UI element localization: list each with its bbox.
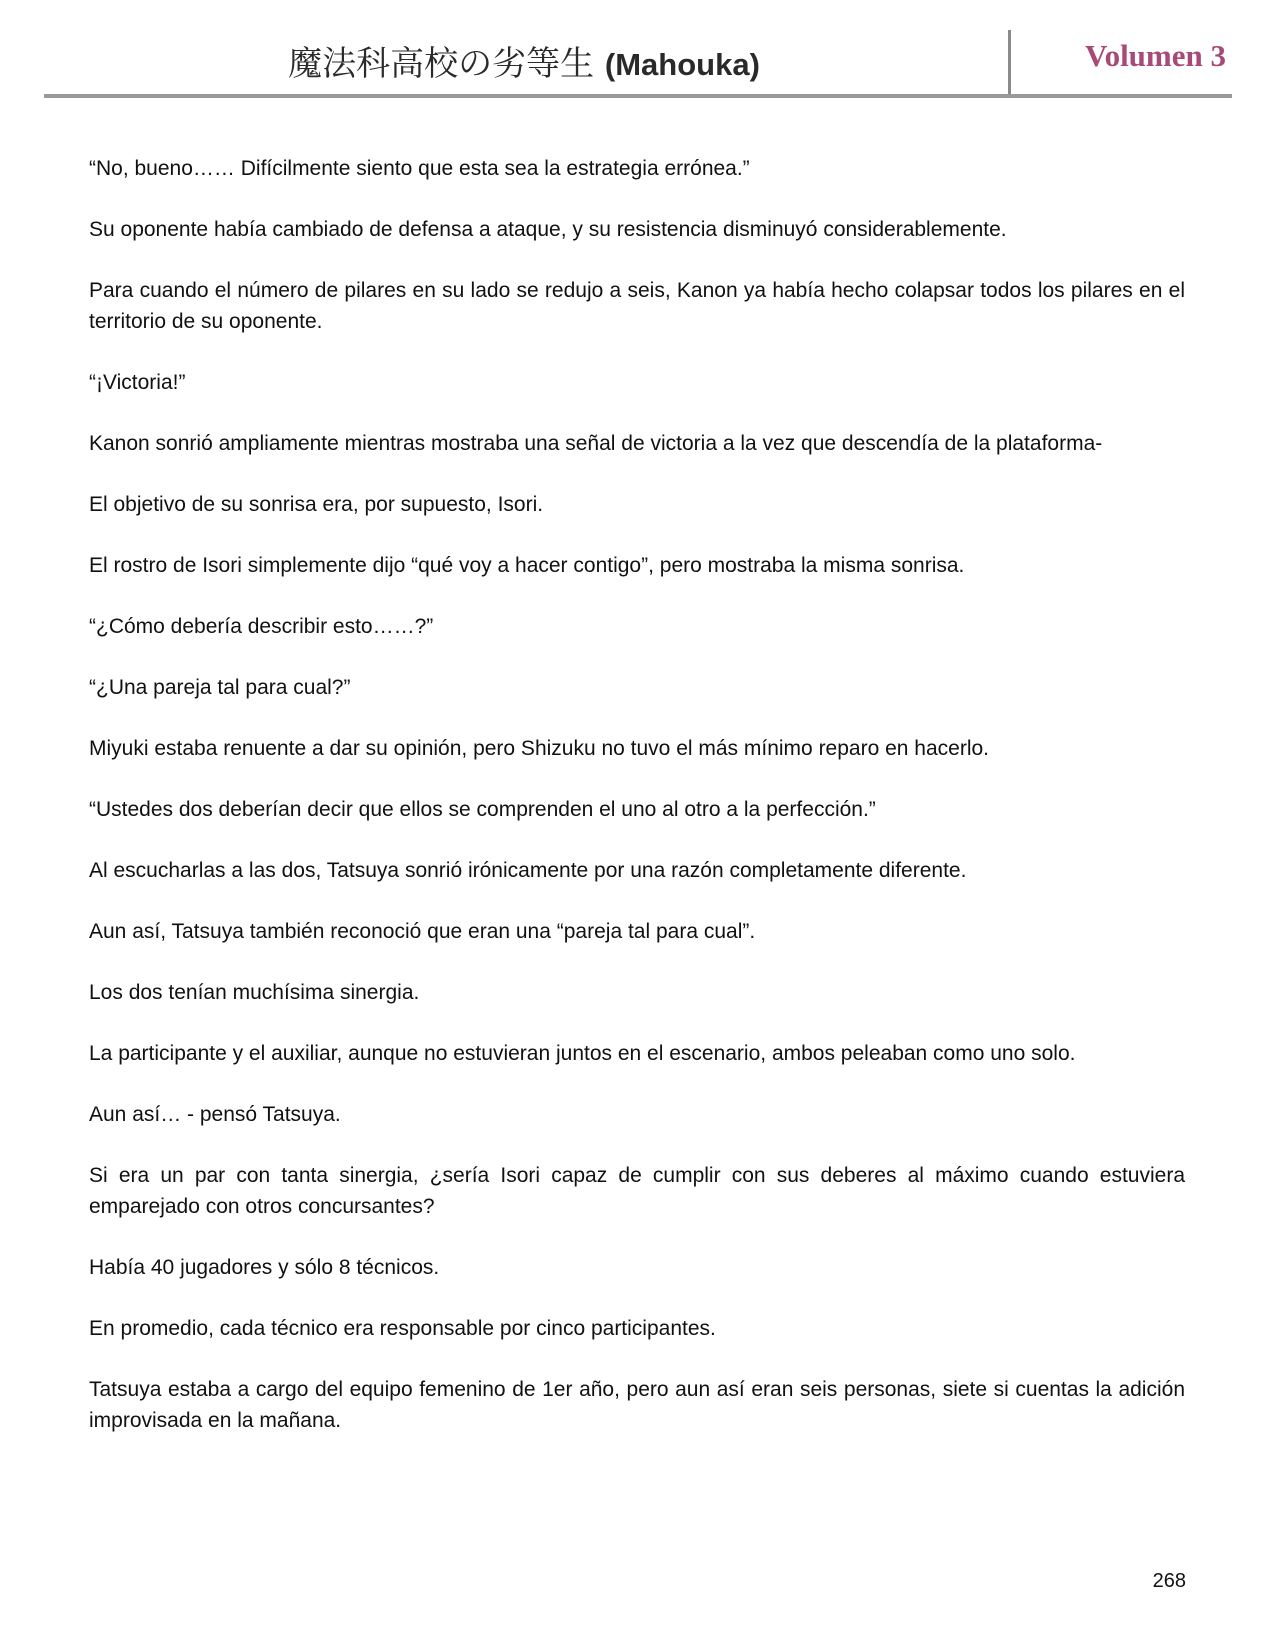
- header-divider: [1008, 30, 1011, 94]
- paragraph: “¿Cómo debería describir esto……?”: [89, 615, 434, 638]
- paragraph: Para cuando el número de pilares en su lado se redujo a seis, Kanon ya había hecho colapsar todos los pilares en el territorio de su oponente.: [89, 279, 1185, 333]
- paragraph: Su oponente había cambiado de defensa a ataque, y su resistencia disminuyó considerablemente.: [89, 218, 1007, 241]
- page-body: [89, 153, 1185, 1466]
- page-header: [44, 28, 1232, 98]
- paragraph: Al escucharlas a las dos, Tatsuya sonrió irónicamente por una razón completamente diferente.: [89, 859, 967, 882]
- paragraph: Tatsuya estaba a cargo del equipo femenino de 1er año, pero aun así eran seis personas, siete si cuentas la adición improvisada en la mañana.: [89, 1378, 1185, 1432]
- paragraph: Había 40 jugadores y sólo 8 técnicos.: [89, 1256, 440, 1279]
- paragraph: “No, bueno…… Difícilmente siento que esta sea la estrategia errónea.”: [89, 157, 750, 180]
- paragraph: Kanon sonrió ampliamente mientras mostraba una señal de victoria a la vez que descendía de la plataforma-: [89, 432, 1103, 455]
- paragraph: Los dos tenían muchísima sinergia.: [89, 981, 420, 1004]
- book-title-japanese: 魔法科高校の劣等生: [288, 44, 595, 84]
- volume-label: Volumen 3: [1085, 38, 1226, 73]
- book-title-latin: (Mahouka): [604, 47, 760, 82]
- paragraph: Si era un par con tanta sinergia, ¿sería Isori capaz de cumplir con sus deberes al máximo cuando estuviera emparejado con otros concursantes?: [89, 1164, 1185, 1218]
- paragraph: “¿Una pareja tal para cual?”: [89, 676, 351, 699]
- paragraph: Miyuki estaba renuente a dar su opinión, pero Shizuku no tuvo el más mínimo reparo en hacerlo.: [89, 737, 990, 760]
- page-number: 268: [1152, 1570, 1186, 1592]
- paragraph: Aun así, Tatsuya también reconoció que eran una “pareja tal para cual”.: [89, 920, 756, 943]
- paragraph: El rostro de Isori simplemente dijo “qué voy a hacer contigo”, pero mostraba la misma sonrisa.: [89, 554, 965, 577]
- book-title: [44, 36, 1004, 85]
- paragraph: El objetivo de su sonrisa era, por supuesto, Isori.: [89, 493, 544, 516]
- paragraph: “Ustedes dos deberían decir que ellos se comprenden el uno al otro a la perfección.”: [89, 798, 876, 821]
- paragraph: Aun así… - pensó Tatsuya.: [89, 1103, 341, 1126]
- paragraph: En promedio, cada técnico era responsable por cinco participantes.: [89, 1317, 716, 1340]
- paragraph: La participante y el auxiliar, aunque no estuvieran juntos en el escenario, ambos peleaban como uno solo.: [89, 1042, 1076, 1065]
- paragraph: “¡Victoria!”: [89, 371, 186, 394]
